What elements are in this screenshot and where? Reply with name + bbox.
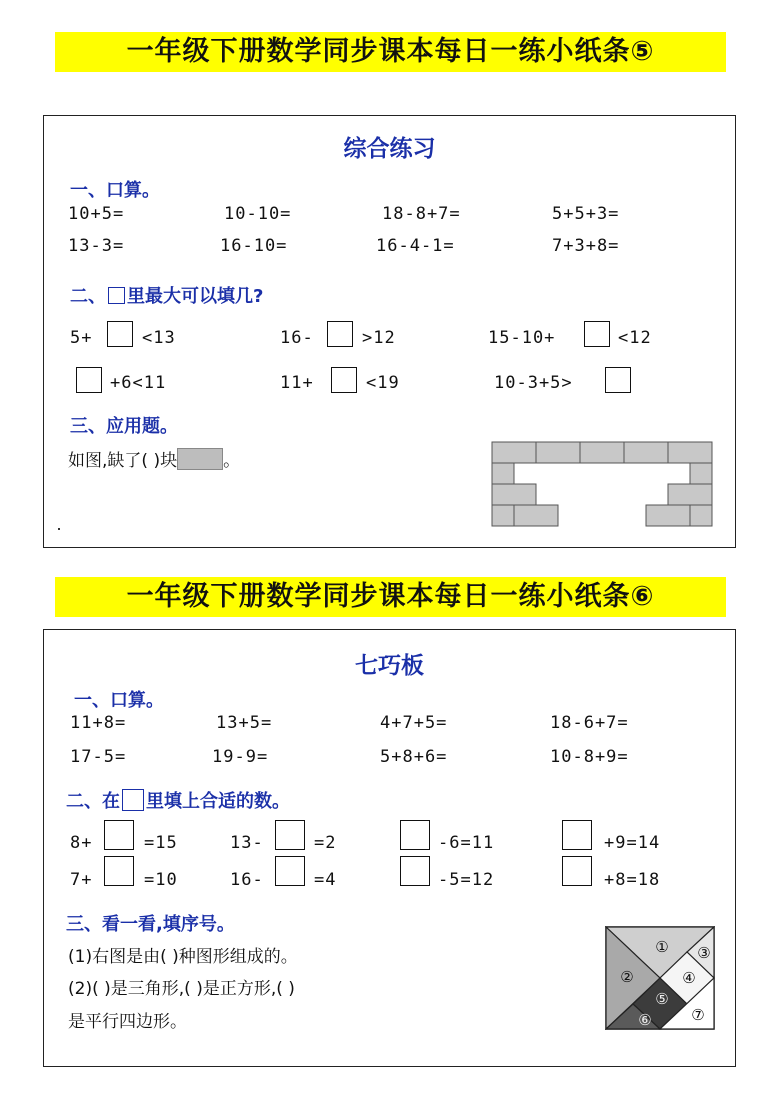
question-text <box>68 446 240 471</box>
square-symbol-icon <box>108 287 125 304</box>
fill-expression-suffix: +9=14 <box>604 833 661 853</box>
fill-expression-prefix: 15-10+ <box>488 328 556 348</box>
calc-item: 16-10= <box>220 236 288 256</box>
fill-expression-suffix: =2 <box>314 833 337 853</box>
calc-item: 13-3= <box>68 236 125 256</box>
section-2-suffix: 里填上合适的数。 <box>146 791 290 812</box>
tangram-label: ③ <box>697 944 711 962</box>
fill-expression-suffix: >12 <box>362 328 396 348</box>
fill-expression-prefix: 16- <box>230 870 264 890</box>
fill-expression-suffix: <12 <box>618 328 652 348</box>
banner-sheet-6: 一年级下册数学同步课本每日一练小纸条⑥ <box>55 577 726 617</box>
stray-dot <box>58 528 60 530</box>
fill-expression-prefix: 10-3+5> <box>494 373 573 393</box>
fill-expression-suffix: <13 <box>142 328 176 348</box>
card-title: 综合练习 <box>343 136 436 162</box>
section-2-suffix: 里最大可以填几? <box>127 286 264 307</box>
fill-expression-prefix: 8+ <box>70 833 93 853</box>
calc-item: 11+8= <box>70 713 127 733</box>
calc-item: 10-8+9= <box>550 747 629 767</box>
question-end: 。 <box>223 451 241 471</box>
section-1-title: 一、口算。 <box>70 180 160 201</box>
answer-box[interactable] <box>331 367 357 393</box>
brick-sample-icon <box>177 448 223 470</box>
answer-box[interactable] <box>107 321 133 347</box>
section-1-title: 一、口算。 <box>74 690 164 711</box>
calc-item: 4+7+5= <box>380 713 448 733</box>
section-3-title: 三、应用题。 <box>70 416 178 437</box>
fill-expression-prefix: 5+ <box>70 328 93 348</box>
calc-item: 5+8+6= <box>380 747 448 767</box>
brick-wall-figure <box>491 441 713 527</box>
tangram-label: ④ <box>682 969 696 987</box>
fill-expression-suffix: -5=12 <box>438 870 495 890</box>
answer-box[interactable] <box>76 367 102 393</box>
fill-expression-prefix: 7+ <box>70 870 93 890</box>
card-sheet-6 <box>43 629 736 1067</box>
calc-item: 7+3+8= <box>552 236 620 256</box>
calc-item: 10-10= <box>224 204 292 224</box>
calc-item: 18-8+7= <box>382 204 461 224</box>
fill-expression-suffix: =10 <box>144 870 178 890</box>
fill-expression-suffix: =4 <box>314 870 337 890</box>
answer-box[interactable] <box>275 820 305 850</box>
calc-item: 13+5= <box>216 713 273 733</box>
tangram-label: ① <box>655 938 669 956</box>
question-1: (1)右图是由( )种图形组成的。 <box>68 947 298 967</box>
tangram-label: ⑥ <box>638 1011 652 1029</box>
calc-item: 17-5= <box>70 747 127 767</box>
section-2-prefix: 二、 <box>70 286 106 307</box>
answer-box[interactable] <box>327 321 353 347</box>
section-2-prefix: 二、在 <box>66 791 120 812</box>
tangram-label: ② <box>620 968 634 986</box>
fill-expression-prefix: 16- <box>280 328 314 348</box>
calc-item: 19-9= <box>212 747 269 767</box>
card-sheet-5 <box>43 115 736 548</box>
calc-item: 16-4-1= <box>376 236 455 256</box>
answer-box[interactable] <box>584 321 610 347</box>
section-2-title <box>70 282 263 308</box>
tangram-label: ⑤ <box>655 990 669 1008</box>
answer-box[interactable] <box>400 856 430 886</box>
fill-expression-suffix: -6=11 <box>438 833 495 853</box>
tangram-figure <box>605 926 715 1030</box>
fill-expression-suffix: =15 <box>144 833 178 853</box>
question-2-continued: 是平行四边形。 <box>68 1012 187 1032</box>
square-symbol-icon <box>122 789 144 811</box>
banner-sheet-5: 一年级下册数学同步课本每日一练小纸条⑤ <box>55 32 726 72</box>
fill-expression-suffix: <19 <box>366 373 400 393</box>
answer-box[interactable] <box>104 856 134 886</box>
fill-expression-suffix: +8=18 <box>604 870 661 890</box>
section-3-title: 三、看一看,填序号。 <box>66 914 235 935</box>
answer-box[interactable] <box>275 856 305 886</box>
tangram-label: ⑦ <box>691 1006 705 1024</box>
fill-expression-prefix: 11+ <box>280 373 314 393</box>
answer-box[interactable] <box>400 820 430 850</box>
fill-expression-prefix: 13- <box>230 833 264 853</box>
calc-item: 5+5+3= <box>552 204 620 224</box>
card-title: 七巧板 <box>355 653 424 679</box>
answer-box[interactable] <box>562 856 592 886</box>
section-2-title <box>66 787 290 813</box>
fill-expression-suffix: +6<11 <box>110 373 167 393</box>
answer-box[interactable] <box>562 820 592 850</box>
question-body: 如图,缺了( )块 <box>68 451 178 471</box>
calc-item: 10+5= <box>68 204 125 224</box>
question-2: (2)( )是三角形,( )是正方形,( ) <box>68 979 295 999</box>
answer-box[interactable] <box>605 367 631 393</box>
answer-box[interactable] <box>104 820 134 850</box>
calc-item: 18-6+7= <box>550 713 629 733</box>
